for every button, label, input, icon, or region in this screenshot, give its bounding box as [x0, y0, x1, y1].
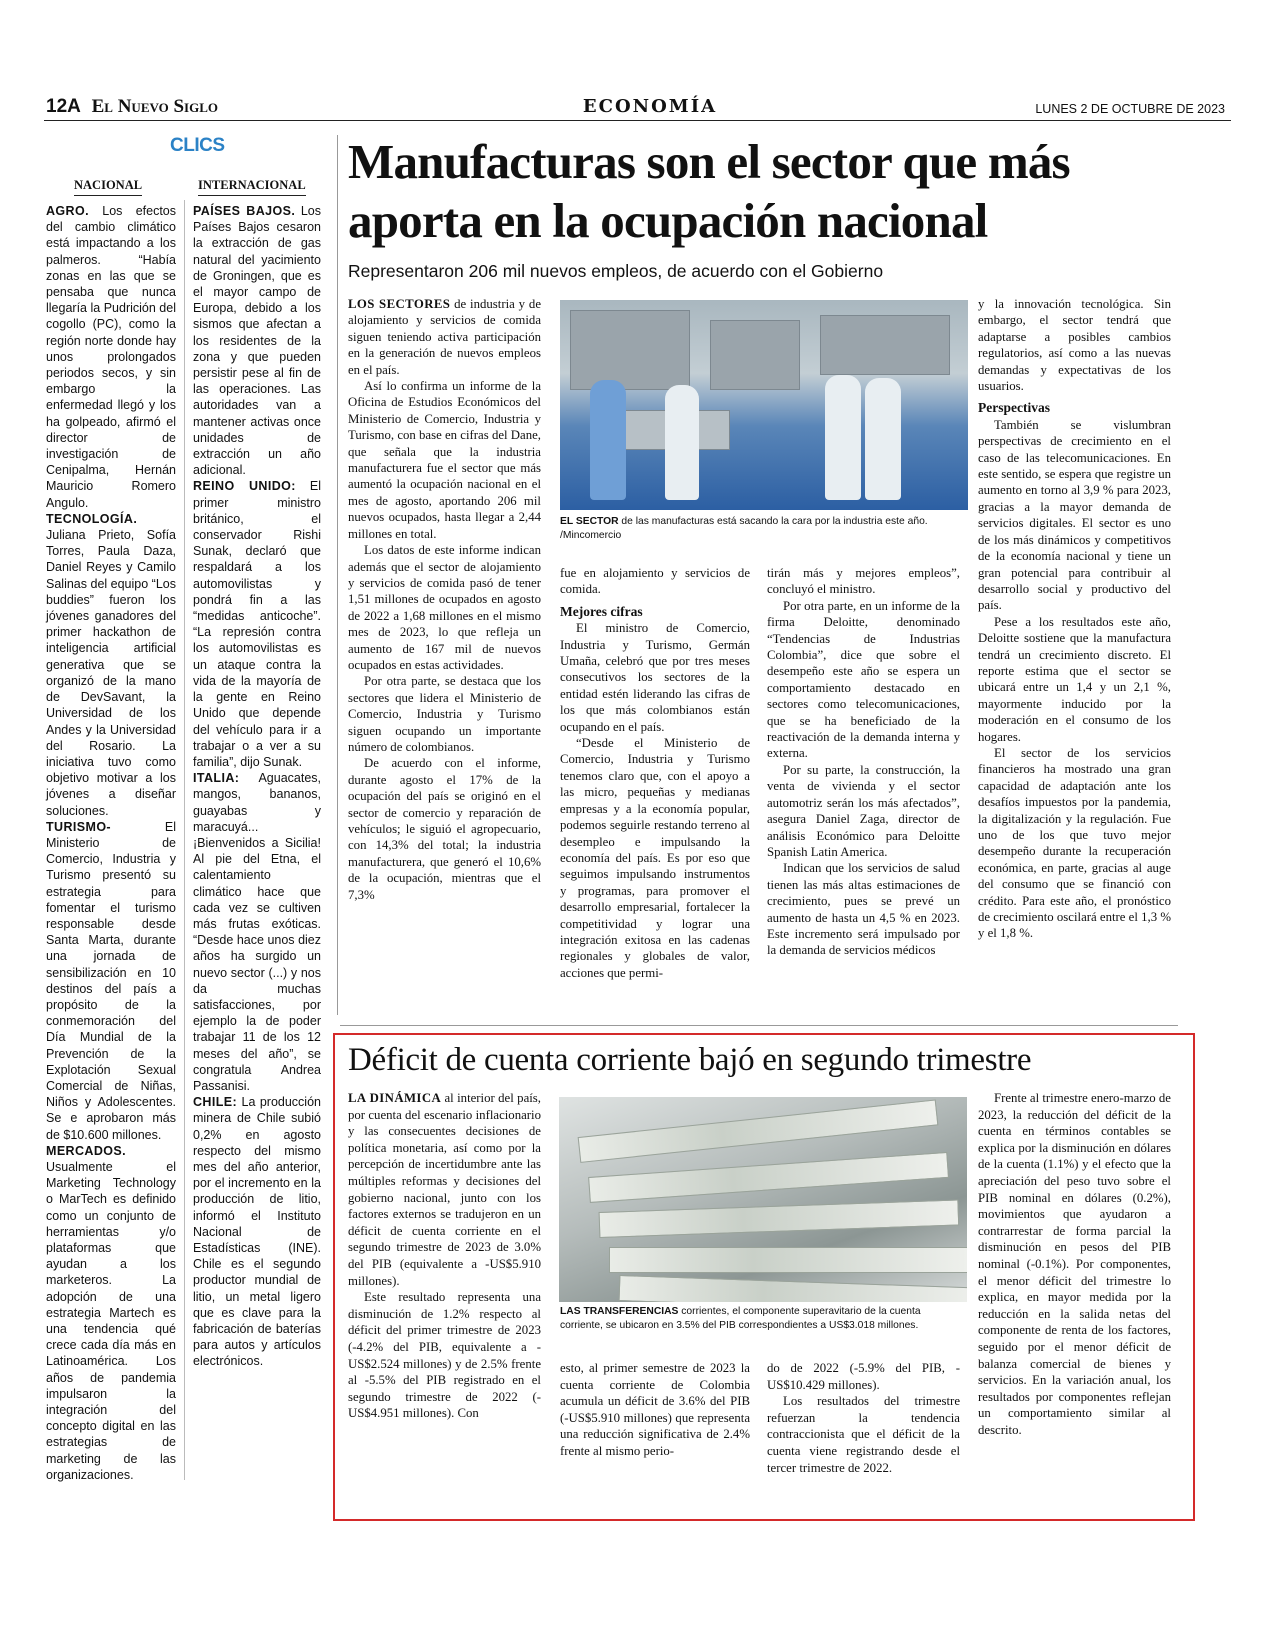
- column-divider: [184, 200, 185, 1480]
- paragraph: [978, 745, 1171, 942]
- paragraph-lead: LOS SECTORES: [348, 297, 451, 311]
- article2-column-1: [348, 1090, 541, 1422]
- factory-photo: [560, 300, 968, 510]
- column-divider: [337, 135, 338, 1015]
- paragraph-text: El ministro de Comercio, Industria y Turismo, Germán Umaña, celebró que por tres meses consecutivos los sectores de la entidad estén liderando las cifras de los que más colombianos están ocupando en el país.: [560, 621, 750, 734]
- paragraph-text: Aguacates, mangos, bananos, guayabas y maracuyá... ¡Bienvenidos a Sicilia! Al pie del Etna, el calentamiento climático hace que cada vez se cultiven más frutas exóticas. “Desde hace unos diez años ha surgido un nuevo sector (...) y nos da muchas satisfacciones, por ejemplo la de poder trabajar 11 de los 12 meses del año”, se congratula Andrea Passanisi.: [193, 771, 321, 1093]
- paragraph: [560, 620, 750, 735]
- paragraph-text: Por otra parte, en un informe de la firma Deloitte, denominado “Tendencias de Industrias Colombia”, dice que sobre el desempeño este año se espera un comportamiento destacado en sectores como telecomunicaciones, que se ha beneficiado de la reactivación de la demanda interna y externa.: [767, 598, 960, 761]
- paragraph-lead: TURISMO-: [46, 819, 111, 834]
- paragraph-lead: ITALIA:: [193, 771, 240, 786]
- paragraph: [978, 296, 1171, 394]
- paragraph: [46, 203, 176, 511]
- paragraph-text: do de 2022 (-5.9% del PIB, -US$10.429 millones).: [767, 1361, 960, 1392]
- paragraph-lead: AGRO.: [46, 204, 89, 218]
- paragraph: [348, 1289, 541, 1422]
- article2-column-4: [978, 1090, 1171, 1438]
- paragraph: [348, 755, 541, 903]
- article2-column-3: [767, 1360, 960, 1476]
- paragraph-lead: MERCADOS.: [46, 1143, 126, 1158]
- paragraph-text: Así lo confirma un informe de la Oficina de Estudios Económicos del Ministerio de Comercio, Industria y Turismo, con base en cifras del Dane, que señala que la industria manufacturera fue el sector que más aumentó la ocupación nacional en el mes de agosto, aportando 206 mil nuevos ocupados, hasta llegar a 2,44 millones en total.: [348, 379, 541, 541]
- newspaper-name: El Nuevo Siglo: [91, 96, 218, 117]
- paragraph: [193, 203, 321, 478]
- paragraph-text: Por su parte, la construcción, la venta de vivienda y el sector automotriz serán los más afectados”, asegura Daniel Zaga, director de análisis Económico para Deloitte Spanish Latin America.: [767, 762, 960, 859]
- paragraph-text: Usualmente el Marketing Technology o MarTech es definido como un conjunto de herramientas y/o plataformas que ayudan a los marketeros. La adopción de una estrategia Martech es una tendencia qué crece cada día más en Latinoamérica. Los años de pandemia impulsaron la integración del concepto digital en las estrategias de marketing de las organizaciones.: [46, 1159, 176, 1482]
- paragraph-text: Los Países Bajos cesaron la extracción de gas natural del yacimiento de Groningen, que es el mayor campo de Europa, debido a los sismos que afectan a los residentes de la zona y que pueden persistir pese al fin de las operaciones. Las autoridades van a mantener activas once unidades de extracción un año adicional.: [193, 204, 321, 478]
- dollar-photo-caption: LAS TRANSFERENCIAS corrientes, el componente superavitario de la cuenta corriente, se ubicaron en 3.5% del PIB correspondientes a US$3.018 millones.: [560, 1306, 921, 1331]
- internacional-head: INTERNACIONAL: [198, 178, 306, 196]
- paragraph-text: El primer ministro británico, el conservador Rishi Sunak, declaró que respaldará a los automovilistas y pondrá fin a las “medidas anticoche”. “La represión contra los automovilistas es un ataque contra la vida de la mayoría de la gente en Reino Unido que depende del vehículo para ir a trabajar o a ver a su familia”, dijo Sunak.: [193, 479, 321, 769]
- paragraph-text: La producción minera de Chile subió 0,2% en agosto respecto del mismo mes del año anterior, por el incremento en la producción de litio, informó el Instituto Nacional de Estadísticas (INE). Chile es el segundo productor mundial de litio, un metal ligero que es clave para la fabricación de baterías para autos y artículos electrónicos.: [193, 1095, 321, 1369]
- paragraph-text: Por otra parte, se destaca que los sectores que lidera el Ministerio de Comercio, Industria y Turismo siguen ocupando un importante número de colombianos.: [348, 674, 541, 754]
- paragraph-text: fue en alojamiento y servicios de comida.: [560, 566, 750, 597]
- article1-column-4: [978, 296, 1171, 942]
- paragraph-text: Frente al trimestre enero-marzo de 2023, la reducción del déficit de la cuenta en términos contables se explica por la disminución en dólares de la cuenta (1.1%) y el efecto que la apreciación del peso tuvo sobre el PIB nominal en dólares (0.2%), movimientos que ayudaron a contrarrestar de forma parcial la disminución en pesos del PIB nominal (-0.1%). Por componentes, el menor déficit del trimestre lo explica, en mayor medida por la reducción en la salida netas del componente de renta de los factores, seguido por el menor déficit de balanza comercial de bienes y servicios. En la variación anual, los resultados por componentes reflejan un comportamiento similar al descrito.: [978, 1091, 1171, 1437]
- paragraph-text: Este resultado representa una disminución de 1.2% respecto al déficit del primer trimestre de 2023 (-4.2% del PIB, equivalente a -US$2.524 millones) y de 2.5% frente al -5.5% del PIB registrado en el segundo trimestre de 2022 (-US$4.951 millones). Con: [348, 1290, 541, 1421]
- article-deck: Representaron 206 mil nuevos empleos, de acuerdo con el Gobierno: [348, 261, 884, 281]
- section-name: ECONOMÍA: [582, 96, 718, 117]
- paragraph-text: “Desde el Ministerio de Comercio, Industria y Turismo tenemos claro que, con el apoyo a las micro, pequeñas y medianas empresas y a la economía popular, podemos seguirle restando terreno al desempleo e impulsando la economía del país. Es por eso que seguimos impulsando instrumentos y programas, para promover el desarrollo empresarial, fortalecer la competitividad y lograr una integración exitosa en las cadenas regionales y globales de valor, acciones que permi-: [560, 736, 750, 980]
- dollar-bills-photo: [559, 1097, 967, 1302]
- paragraph-text: Indican que los servicios de salud tienen las más altas estimaciones de crecimiento, pues se prevé un aumento de hasta un 4,5 % en 2023. Este incremento será impulsado por la demanda de servicios médicos: [767, 861, 960, 958]
- paragraph: [46, 819, 176, 1143]
- article1-column-3: [767, 565, 960, 959]
- paragraph: [46, 511, 176, 819]
- paragraph: [193, 1094, 321, 1369]
- clics-internacional: [193, 203, 321, 1370]
- clics-nacional: [46, 203, 176, 1483]
- paragraph-text: de industria y de alojamiento y servicios de comida siguen teniendo activa participación en la generación de nuevos empleos en el país.: [348, 297, 541, 377]
- paragraph: [767, 762, 960, 860]
- paragraph-text: tirán más y mejores empleos”, concluyó el ministro.: [767, 566, 960, 597]
- paragraph-text: Juliana Prieto, Sofía Torres, Paula Daza, Daniel Reyes y Camilo Salinas del equipo “Los buddies” fueron los jóvenes ganadores del primer hackathon de inteligencia artificial generativa que se organizó de la mano de DevSavant, la Universidad de los Andes y la Universidad del Rosario. La iniciativa tuvo como objetivo motivar a los jóvenes a diseñar soluciones.: [46, 528, 176, 818]
- page-header-left: [46, 96, 218, 118]
- paragraph-lead: CHILE:: [193, 1095, 238, 1110]
- paragraph: [767, 1360, 960, 1393]
- article2-headline: Déficit de cuenta corriente bajó en segundo trimestre: [348, 1042, 1032, 1078]
- paragraph-text: El sector de los servicios financieros ha mostrado una gran capacidad de adaptación ante los desafíos impuestos por la pandemia, la digitalización y la regulación. Fue uno de los que tuvo mejor desempeño durante la recuperación económica, en parte, gracias al auge del consumo que se financió con crédito. Para este año, el pronóstico de crecimiento oscilará entre el 1,3 % y el 1,8 %.: [978, 745, 1171, 941]
- paragraph-lead: TECNOLOGÍA.: [46, 511, 138, 526]
- paragraph-text: Los resultados del trimestre refuerzan la tendencia contraccionista que el déficit de la cuenta viene registrando desde el tercer trimestre de 2022.: [767, 1394, 960, 1475]
- paragraph-text: También se vislumbran perspectivas de crecimiento en el caso de las telecomunicaciones. En este sentido, se espera que registre un aumento en torno al 3,9 % para 2023, gracias a la mayor demanda de servicios digitales. El sector es uno de los más dinámicos y competitivos de la economía nacional y tiene un gran potencial para contribuir al desarrollo social y productivo del país.: [978, 417, 1171, 613]
- header-rule: [44, 120, 1231, 121]
- factory-photo-caption: EL SECTOR de las manufacturas está sacando la cara por la industria este año. /Mincomercio: [560, 516, 928, 541]
- section-subhead: Perspectivas: [978, 400, 1050, 416]
- paragraph-lead: LA DINÁMICA: [348, 1091, 442, 1105]
- paragraph-text: El Ministerio de Comercio, Industria y Turismo presentó su estrategia para fomentar el turismo responsable desde Santa Marta, durante una jornada de sensibilización en 10 destinos del país a propósito de la conmemoración del Día Mundial de la Prevención de la Explotación Sexual Comercial de Niñas, Niños y Adolescentes. Se e aprobaron más de $10.600 millones.: [46, 819, 176, 1142]
- paragraph: [348, 1090, 541, 1289]
- paragraph-text: y la innovación tecnológica. Sin embargo, el sector tendrá que adaptarse a posibles cambios regulatorios, así como a las nuevas demandas y expectativas de los usuarios.: [978, 297, 1171, 394]
- article1-column-2: [560, 565, 750, 981]
- nacional-head: NACIONAL: [74, 178, 142, 196]
- paragraph: [978, 614, 1171, 745]
- paragraph: [767, 860, 960, 958]
- paragraph-text: Los efectos del cambio climático está impactando a los palmeros. “Había zonas en las que se pensaba que nunca llegaría la Pudrición del cogollo (PC), como la región norte donde hay unos prolongados periodos secos, y sin embargo la enfermedad llegó y los ha golpeado, afirmó el director de investigación de Cenipalma, Hernán Mauricio Romero Angulo.: [46, 204, 176, 510]
- paragraph: [767, 598, 960, 762]
- paragraph-text: Los datos de este informe indican además que el sector de alojamiento y servicios de comida pasó de tener 1,51 millones de ocupados en agosto de 2022 a 1,68 millones en el mismo mes de 2023, lo que refleja un aumento de 167 mil de nuevos ocupados en estas actividades.: [348, 543, 541, 672]
- paragraph: [348, 673, 541, 755]
- paragraph: [348, 296, 541, 378]
- paragraph: [348, 542, 541, 673]
- issue-date: LUNES 2 DE OCTUBRE DE 2023: [1035, 102, 1225, 116]
- article1-column-1: [348, 296, 541, 903]
- article-headline: Manufacturas son el sector que más aporta en la ocupación nacional: [348, 134, 1070, 248]
- paragraph: [193, 478, 321, 770]
- article-divider: [340, 1025, 1178, 1026]
- paragraph: [560, 735, 750, 981]
- paragraph: [978, 1090, 1171, 1438]
- clics-title: CLICS: [170, 135, 225, 156]
- paragraph-lead: REINO UNIDO:: [193, 479, 296, 494]
- paragraph-text: Pese a los resultados este año, Deloitte sostiene que la manufactura tendrá un crecimiento discreto. El reporte estima que el sector se ubicará entre un 1,4 y un 2,1 %, mayormente inducido por la moderación en el consumo de los hogares.: [978, 614, 1171, 744]
- paragraph: [978, 417, 1171, 614]
- article2-column-2: [560, 1360, 750, 1460]
- page-number: 12A: [46, 96, 81, 117]
- paragraph-text: al interior del país, por cuenta del escenario inflacionario y las consecuentes decisiones de política monetaria, así como por la percepción de incertidumbre ante las múltiples reformas y decisiones del gobierno nacional, junto con los factores externos se tradujeron en un déficit de cuenta corriente en el segundo trimestre de 2023 de 3.0% del PIB (equivalente a -US$5.910 millones).: [348, 1091, 541, 1288]
- paragraph: [767, 1393, 960, 1476]
- paragraph: [767, 565, 960, 598]
- paragraph-lead: PAÍSES BAJOS.: [193, 204, 296, 218]
- paragraph-text: esto, al primer semestre de 2023 la cuenta corriente de Colombia acumula un déficit de 3.6% del PIB (-US$5.910 millones) que representa una reducción significativa de 2.4% frente al mismo perio-: [560, 1361, 750, 1458]
- paragraph: [348, 378, 541, 542]
- paragraph: [46, 1143, 176, 1483]
- paragraph: [560, 1360, 750, 1460]
- paragraph-text: De acuerdo con el informe, durante agosto el 17% de la ocupación del país se originó en el sector de comercio y reparación de vehículos; le siguió el agropecuario, con 14,3% del total; la industria manufacturera, que generó el 10,6% de la ocupación, mientras que el 7,3%: [348, 756, 541, 902]
- section-subhead: Mejores cifras: [560, 603, 643, 619]
- paragraph: [560, 565, 750, 598]
- paragraph: [193, 770, 321, 1094]
